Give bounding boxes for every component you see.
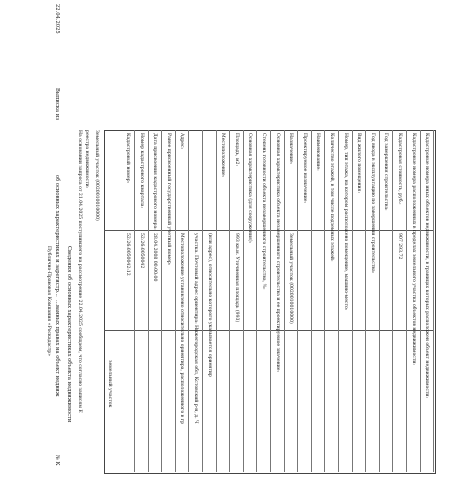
table-row-divider bbox=[338, 130, 339, 472]
table-row-value: участка. Почтовый адрес ориентира: Нижегородская обл, Кстовский р-н, д. Ч bbox=[193, 233, 198, 424]
table-row-divider bbox=[229, 130, 230, 472]
doc-title-part2: об основных характеристиках и зарегистр... bbox=[54, 175, 60, 297]
table-row-label: Вид жилого помещения: bbox=[356, 133, 362, 194]
table-row-label: Количество этажей, в том числе подземных этажей: bbox=[329, 133, 334, 262]
table-row-divider bbox=[433, 130, 434, 472]
table-row-label: Кадастровый номер: bbox=[125, 133, 130, 184]
table-row-value: Местоположение установлено относительно ориентира, расположенного в гр bbox=[179, 233, 185, 425]
table-row-divider bbox=[270, 130, 271, 472]
table-row-label: Назначение: bbox=[288, 133, 294, 165]
table-row-label: Основная характеристика (для сооружения): bbox=[247, 133, 253, 244]
doc-title-part3: ...ванных правах на объект недвиж bbox=[54, 300, 60, 397]
org-line: Публично-Правовая Компания «Роскадастр» bbox=[46, 246, 51, 357]
table-row-label: Год завершения строительства: bbox=[383, 133, 389, 211]
table-row-divider bbox=[256, 130, 257, 472]
table-row-divider bbox=[134, 130, 135, 472]
table-row-divider bbox=[148, 130, 149, 472]
table-row-label: Площадь, м2: bbox=[233, 133, 239, 166]
table-row-label: Проектируемое назначение: bbox=[301, 133, 307, 204]
table-row-divider bbox=[188, 130, 189, 472]
request-line: На основании запроса от 21.04.2025 поступившего на рассмотрение 22.04.2025 сообщаем, что согласно записям Е bbox=[77, 130, 82, 413]
table-row-label: Год ввода в эксплуатацию по завершении строительства: bbox=[369, 133, 375, 274]
table-section-divider bbox=[104, 330, 434, 331]
table-row-label: Дата присвоения кадастрового номера: bbox=[152, 133, 158, 230]
table-row-divider bbox=[284, 130, 285, 472]
table-row-divider bbox=[379, 130, 380, 472]
table-row-divider bbox=[202, 130, 203, 472]
table-row-label: Основная характеристика объекта незавершенного строительства и ее проектируемое значение: bbox=[274, 133, 280, 373]
object-kind: Земельный участок (0020010010000) bbox=[94, 130, 99, 221]
table-row-label: Кадастровые номера расположенных в пределах земельного участка объектов недвижимости: bbox=[410, 133, 416, 365]
table-row-divider bbox=[352, 130, 353, 472]
request-line-2: реестра недвижимости: bbox=[84, 130, 89, 189]
table-row-divider bbox=[161, 130, 162, 472]
table-row-divider bbox=[365, 130, 366, 472]
table-row-divider bbox=[420, 130, 421, 472]
table-row-divider bbox=[311, 130, 312, 472]
table-row-value: 907 293.72 bbox=[397, 233, 402, 260]
table-row-divider bbox=[392, 130, 393, 472]
table-row-value: (или адрес), относительно которого указывается ориентир bbox=[206, 233, 212, 377]
doc-title-part1: Выписка из bbox=[54, 88, 60, 121]
header-date: 22.04.2025 bbox=[54, 4, 60, 34]
table-row-value: Земельный участок (0020010010000) bbox=[288, 233, 294, 324]
table-row-label: Местоположение: bbox=[220, 133, 226, 178]
table-row-divider bbox=[297, 130, 298, 472]
table-row-label: Адрес: bbox=[179, 133, 185, 150]
table-row-label: Ранее присвоенный государственный учетный номер: bbox=[165, 133, 171, 266]
table-row-label: Номер кадастрового квартала: bbox=[138, 133, 144, 209]
table-row-divider bbox=[216, 130, 217, 472]
section-label: земельный участок bbox=[107, 360, 112, 408]
table-row-divider bbox=[324, 130, 325, 472]
table-row-label: Номер, тип этажа, на котором расположено помещение, машино-место: bbox=[342, 133, 348, 311]
doc-number: № К bbox=[54, 455, 60, 466]
table-row-label: Кадастровые номера иных объектов недвижимости, в границах которых расположен объект недвижимости: bbox=[424, 133, 430, 399]
table-row-label: Степень готовности объекта незавершенного строительства, %: bbox=[261, 133, 266, 290]
table-row-value: 28.04.2008 00:00:00 bbox=[152, 233, 158, 282]
table-row-value: 52:26:0050042:12 bbox=[125, 233, 130, 276]
table-column-divider bbox=[104, 230, 434, 231]
subtitle: Сведения об основных характеристиках объекта недвижимости bbox=[66, 246, 72, 423]
table-row-label: Кадастровая стоимость, руб.: bbox=[397, 133, 402, 205]
table-row-value: 52:26:0050042 bbox=[138, 233, 144, 269]
table-row-divider bbox=[406, 130, 407, 472]
table-row-label: Наименование: bbox=[315, 133, 321, 171]
table-row-divider bbox=[243, 130, 244, 472]
table-row-divider bbox=[175, 130, 176, 472]
table-row-value: 993 кв.м. Уточненная площадь (993) bbox=[233, 233, 239, 323]
